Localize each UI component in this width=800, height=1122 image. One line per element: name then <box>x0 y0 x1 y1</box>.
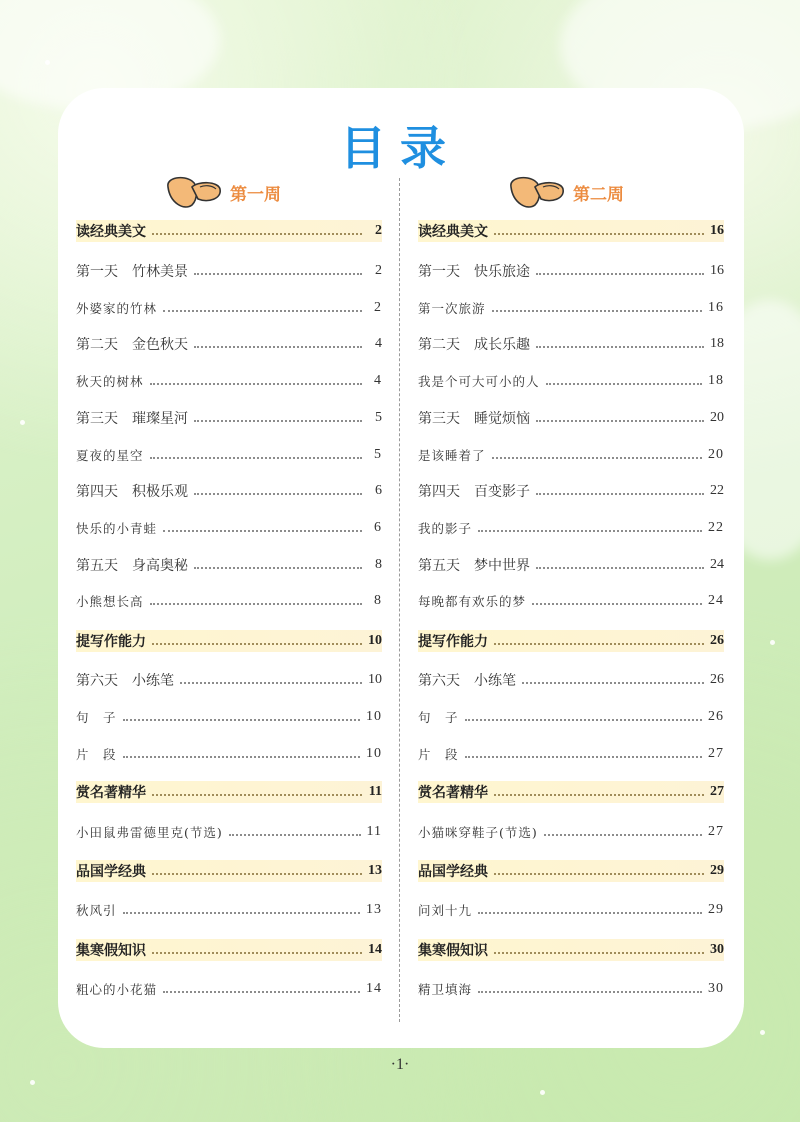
dot-leader <box>152 233 362 235</box>
toc-page-number: 11 <box>366 824 382 839</box>
toc-page-number: 22 <box>710 483 724 498</box>
toc-entry-row[interactable] <box>418 554 724 576</box>
toc-page-number: 6 <box>375 483 382 498</box>
toc-entry-title: 第六天 小练笔 <box>76 673 174 689</box>
toc-entry-title: 第五天 身高奥秘 <box>76 558 188 574</box>
toc-entry-title: 集寒假知识 <box>418 943 488 959</box>
toc-entry-row[interactable] <box>418 706 724 728</box>
toc-entry-title: 每晚都有欢乐的梦 <box>418 594 527 609</box>
toc-page-number: 24 <box>710 557 724 572</box>
toc-entry-row[interactable] <box>418 978 724 1000</box>
toc-page-number: 27 <box>708 746 724 761</box>
toc-page-number: 16 <box>710 223 724 238</box>
page-title: 目录 <box>340 121 460 175</box>
dot-leader <box>546 383 702 385</box>
toc-section-row[interactable] <box>418 220 724 242</box>
toc-entry-row[interactable] <box>418 260 724 282</box>
toc-page-number: 2 <box>375 263 382 278</box>
toc-entry-title: 秋风引 <box>76 903 117 918</box>
toc-page-number: 22 <box>708 520 724 535</box>
toc-entry-title: 小熊想长高 <box>76 594 144 609</box>
toc-entry-title: 小田鼠弗雷德里克(节选) <box>76 825 223 840</box>
toc-entry-title: 赏名著精华 <box>418 785 488 801</box>
week-header-1 <box>162 172 281 212</box>
dot-leader <box>536 346 704 348</box>
dot-leader <box>123 719 360 721</box>
toc-page-number: 5 <box>374 447 382 462</box>
toc-entry-row[interactable] <box>76 333 382 355</box>
dot-leader <box>163 530 362 532</box>
toc-entry-row[interactable] <box>76 743 382 765</box>
toc-entry-title: 第一天 快乐旅途 <box>418 264 530 280</box>
toc-entry-title: 第三天 睡觉烦恼 <box>418 411 530 427</box>
dot-leader <box>465 756 702 758</box>
toc-page-number: 18 <box>708 373 724 388</box>
toc-entry-title: 我的影子 <box>418 521 473 536</box>
toc-page-number: 11 <box>368 784 382 799</box>
page-number: ·1· <box>390 1056 410 1073</box>
toc-entry-row[interactable] <box>418 590 724 612</box>
toc-entry-title: 第二天 金色秋天 <box>76 337 188 353</box>
toc-entry-row[interactable] <box>76 480 382 502</box>
toc-entry-title: 粗心的小花猫 <box>76 982 158 997</box>
toc-entry-title: 句 子 <box>76 710 117 725</box>
toc-page-number: 2 <box>375 223 382 238</box>
toc-section-row[interactable] <box>76 630 382 652</box>
toc-entry-row[interactable] <box>418 297 724 319</box>
toc-entry-row[interactable] <box>76 444 382 466</box>
toc-page-number: 29 <box>708 902 724 917</box>
dot-leader <box>492 457 702 459</box>
dot-leader <box>494 873 704 875</box>
toc-page-number: 27 <box>710 784 724 799</box>
toc-page-number: 13 <box>368 863 382 878</box>
toc-entry-title: 句 子 <box>418 710 459 725</box>
dot-leader <box>152 794 362 796</box>
toc-entry-title: 读经典美文 <box>418 224 488 240</box>
dot-leader <box>123 912 360 914</box>
dot-leader <box>494 233 704 235</box>
toc-entry-title: 精卫填海 <box>418 982 473 997</box>
toc-entry-title: 品国学经典 <box>76 864 146 880</box>
toc-page-number: 10 <box>366 709 382 724</box>
dot-leader <box>478 530 702 532</box>
toc-entry-row[interactable] <box>76 899 382 921</box>
toc-entry-title: 我是个可大可小的人 <box>418 374 540 389</box>
dot-leader <box>465 719 702 721</box>
dot-leader <box>150 383 362 385</box>
column-divider <box>399 178 400 1022</box>
dot-leader <box>194 346 362 348</box>
toc-page-number: 4 <box>374 373 382 388</box>
toc-entry-row[interactable] <box>76 821 382 843</box>
toc-entry-row[interactable] <box>76 978 382 1000</box>
toc-page-number: 26 <box>708 709 724 724</box>
toc-page-number: 30 <box>710 942 724 957</box>
toc-page-number: 14 <box>368 942 382 957</box>
dot-leader <box>494 794 704 796</box>
toc-page-number: 26 <box>710 633 724 648</box>
sparkle-decoration <box>760 1030 765 1035</box>
shell-icon <box>505 173 567 211</box>
sparkle-decoration <box>20 420 25 425</box>
toc-entry-title: 读经典美文 <box>76 224 146 240</box>
toc-entry-title: 夏夜的星空 <box>76 448 144 463</box>
dot-leader <box>152 952 362 954</box>
toc-entry-row[interactable] <box>76 407 382 429</box>
toc-entry-title: 第五天 梦中世界 <box>418 558 530 574</box>
dot-leader <box>163 991 360 993</box>
dot-leader <box>180 682 362 684</box>
toc-entry-row[interactable] <box>76 517 382 539</box>
dot-leader <box>163 310 362 312</box>
toc-entry-row[interactable] <box>418 333 724 355</box>
toc-page-number: 27 <box>708 824 724 839</box>
toc-entry-title: 第一天 竹林美景 <box>76 264 188 280</box>
toc-section-row[interactable] <box>76 860 382 882</box>
toc-entry-title: 品国学经典 <box>418 864 488 880</box>
dot-leader <box>536 493 704 495</box>
toc-entry-title: 赏名著精华 <box>76 785 146 801</box>
toc-entry-title: 第一次旅游 <box>418 301 486 316</box>
shell-icon <box>162 173 224 211</box>
toc-entry-row[interactable] <box>418 517 724 539</box>
dot-leader <box>494 643 704 645</box>
dot-leader <box>123 756 360 758</box>
toc-page-number: 2 <box>374 300 382 315</box>
toc-page-number: 10 <box>368 633 382 648</box>
toc-entry-title: 提写作能力 <box>418 634 488 650</box>
toc-page-number: 20 <box>708 447 724 462</box>
toc-entry-row[interactable] <box>76 554 382 576</box>
toc-entry-title: 集寒假知识 <box>76 943 146 959</box>
dot-leader <box>478 912 702 914</box>
toc-entry-title: 小猫咪穿鞋子(节选) <box>418 825 538 840</box>
dot-leader <box>194 273 362 275</box>
toc-page-number: 20 <box>710 410 724 425</box>
toc-entry-row[interactable] <box>76 590 382 612</box>
toc-entry-title: 第三天 璀璨星河 <box>76 411 188 427</box>
dot-leader <box>152 643 362 645</box>
toc-page-number: 16 <box>708 300 724 315</box>
toc-entry-title: 提写作能力 <box>76 634 146 650</box>
toc-section-row[interactable] <box>76 939 382 961</box>
toc-entry-title: 第四天 百变影子 <box>418 484 530 500</box>
toc-page-number: 24 <box>708 593 724 608</box>
dot-leader <box>194 420 362 422</box>
toc-page-number: 14 <box>366 981 382 996</box>
toc-page-number: 30 <box>708 981 724 996</box>
toc-page-number: 26 <box>710 672 724 687</box>
dot-leader <box>536 420 704 422</box>
week-label: 第一周 <box>230 184 281 205</box>
toc-entry-row[interactable] <box>418 407 724 429</box>
toc-entry-title: 第四天 积极乐观 <box>76 484 188 500</box>
toc-page-number: 13 <box>366 902 382 917</box>
dot-leader <box>492 310 702 312</box>
toc-page-number: 5 <box>375 410 382 425</box>
toc-entry-row[interactable] <box>418 370 724 392</box>
toc-entry-title: 第六天 小练笔 <box>418 673 516 689</box>
toc-page-number: 10 <box>368 672 382 687</box>
toc-entry-title: 秋天的树林 <box>76 374 144 389</box>
dot-leader <box>478 991 702 993</box>
sparkle-decoration <box>540 1090 545 1095</box>
toc-page-number: 29 <box>710 863 724 878</box>
toc-page-number: 10 <box>366 746 382 761</box>
sparkle-decoration <box>30 1080 35 1085</box>
sparkle-decoration <box>45 60 50 65</box>
dot-leader <box>522 682 704 684</box>
toc-entry-row[interactable] <box>418 743 724 765</box>
dot-leader <box>544 834 702 836</box>
dot-leader <box>229 834 361 836</box>
toc-entry-title: 片 段 <box>76 747 117 762</box>
toc-entry-title: 是该睡着了 <box>418 448 486 463</box>
dot-leader <box>150 603 362 605</box>
toc-entry-row[interactable] <box>76 669 382 691</box>
toc-entry-row[interactable] <box>418 480 724 502</box>
toc-entry-row[interactable] <box>418 669 724 691</box>
toc-entry-title: 外婆家的竹林 <box>76 301 158 316</box>
toc-entry-title: 第二天 成长乐趣 <box>418 337 530 353</box>
dot-leader <box>494 952 704 954</box>
dot-leader <box>194 493 362 495</box>
dot-leader <box>536 273 704 275</box>
dot-leader <box>536 567 704 569</box>
toc-entry-row[interactable] <box>418 899 724 921</box>
toc-section-row[interactable] <box>76 781 382 803</box>
toc-section-row[interactable] <box>418 781 724 803</box>
toc-entry-row[interactable] <box>418 444 724 466</box>
toc-entry-title: 问刘十九 <box>418 903 473 918</box>
week-label: 第二周 <box>573 184 624 205</box>
week-header-2 <box>505 172 624 212</box>
toc-section-row[interactable] <box>76 220 382 242</box>
dot-leader <box>152 873 362 875</box>
sparkle-decoration <box>770 640 775 645</box>
toc-entry-row[interactable] <box>76 297 382 319</box>
toc-section-row[interactable] <box>418 630 724 652</box>
toc-section-row[interactable] <box>418 860 724 882</box>
toc-entry-row[interactable] <box>418 821 724 843</box>
toc-page-number: 8 <box>374 593 382 608</box>
toc-entry-title: 片 段 <box>418 747 459 762</box>
toc-page-number: 8 <box>375 557 382 572</box>
toc-page-number: 18 <box>710 336 724 351</box>
toc-entry-row[interactable] <box>76 260 382 282</box>
toc-page-number: 4 <box>375 336 382 351</box>
dot-leader <box>150 457 362 459</box>
toc-entry-row[interactable] <box>76 370 382 392</box>
toc-entry-row[interactable] <box>76 706 382 728</box>
toc-entry-title: 快乐的小青蛙 <box>76 521 158 536</box>
toc-page-number: 6 <box>374 520 382 535</box>
toc-page-number: 16 <box>710 263 724 278</box>
dot-leader <box>532 603 702 605</box>
dot-leader <box>194 567 362 569</box>
toc-section-row[interactable] <box>418 939 724 961</box>
